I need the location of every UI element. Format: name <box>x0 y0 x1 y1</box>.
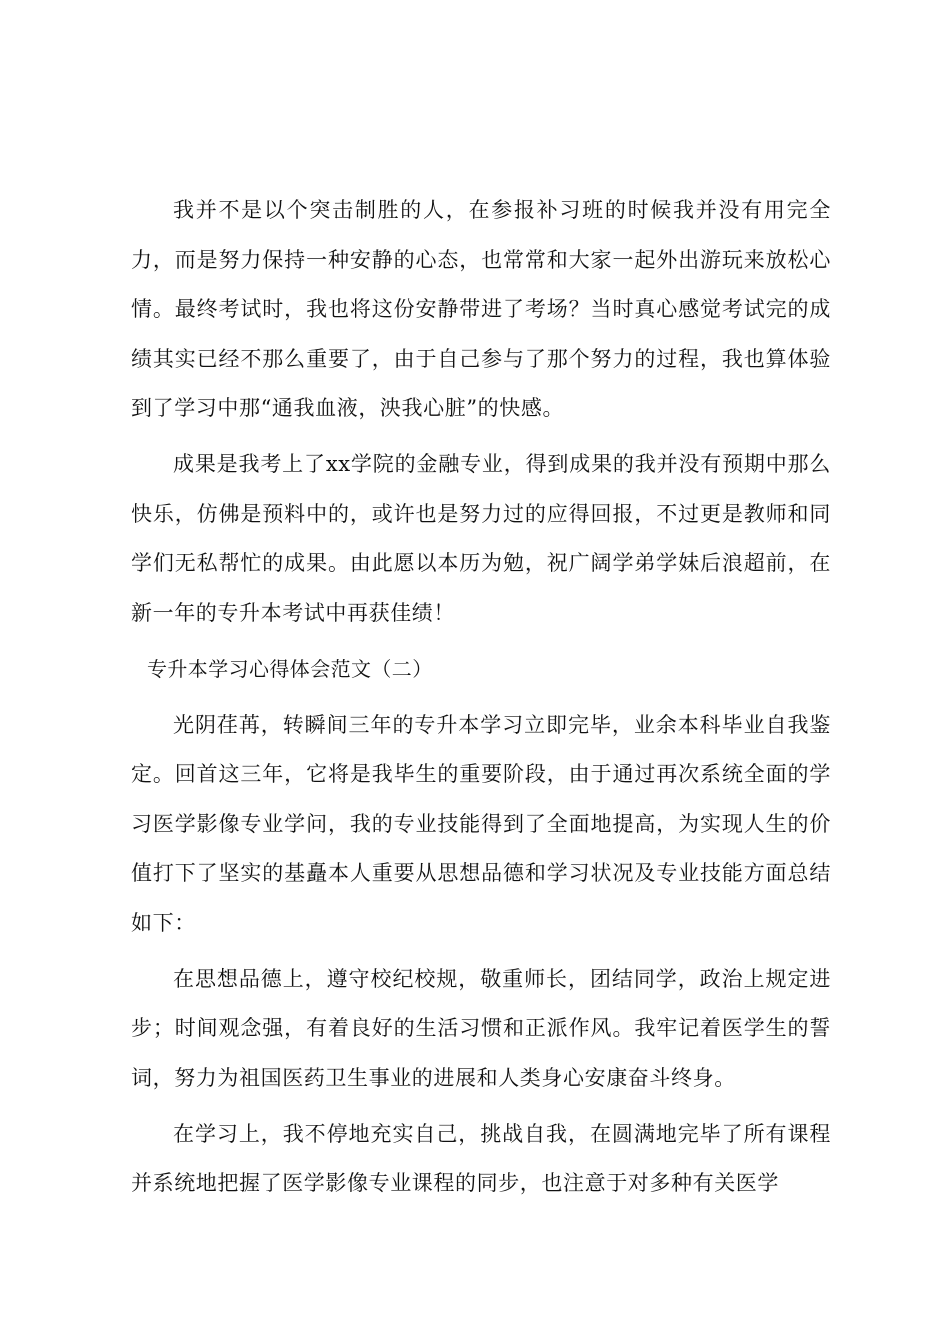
paragraph-exam-result: 成果是我考上了xx学院的金融专业，得到成果的我并没有预期中那么快乐，仿佛是预料中的，或许也是努力过的应得回报，不过更是教师和同学们无私帮忙的成果。由此愿以本历为勉，祝广阔学弟学妹后浪超前，在新一年的专升本考试中再获佳绩！ <box>131 452 831 625</box>
document-body <box>131 186 831 1215</box>
paragraph-moral-character: 在思想品德上，遵守校纪校规，敬重师长，团结同学，政治上规定进步；时间观念强，有着良好的生活习惯和正派作风。我牢记着医学生的誓词，努力为祖国医药卫生事业的进展和人类身心安康奋斗终身。 <box>131 966 831 1090</box>
section-heading: 专升本学习心得体会范文（二） <box>147 656 433 681</box>
paragraph-three-years: 光阴荏苒，转瞬间三年的专升本学习立即完毕，业余本科毕业自我鉴定。回首这三年，它将是我毕生的重要阶段，由于通过再次系统全面的学习医学影像专业学问，我的专业技能得到了全面地提高，为实现人生的价值打下了坚实的基矗本人重要从思想品德和学习状况及专业技能方面总结如下： <box>131 712 831 935</box>
paragraph-study: 在学习上，我不停地充实自己，挑战自我，在圆满地完毕了所有课程并系统地把握了医学影像专业课程的同步，也注意于对多种有关医学 <box>131 1121 831 1195</box>
paragraph-exam-experience: 我并不是以个突击制胜的人，在参报补习班的时候我并没有用完全力，而是努力保持一种安静的心态，也常常和大家一起外出游玩来放松心情。最终考试时，我也将这份安静带进了考场？当时真心感觉考试完的成绩其实已经不那么重要了，由于自己参与了那个努力的过程，我也算体验到了学习中那“通我血液，泱我心脏”的快感。 <box>131 198 831 420</box>
